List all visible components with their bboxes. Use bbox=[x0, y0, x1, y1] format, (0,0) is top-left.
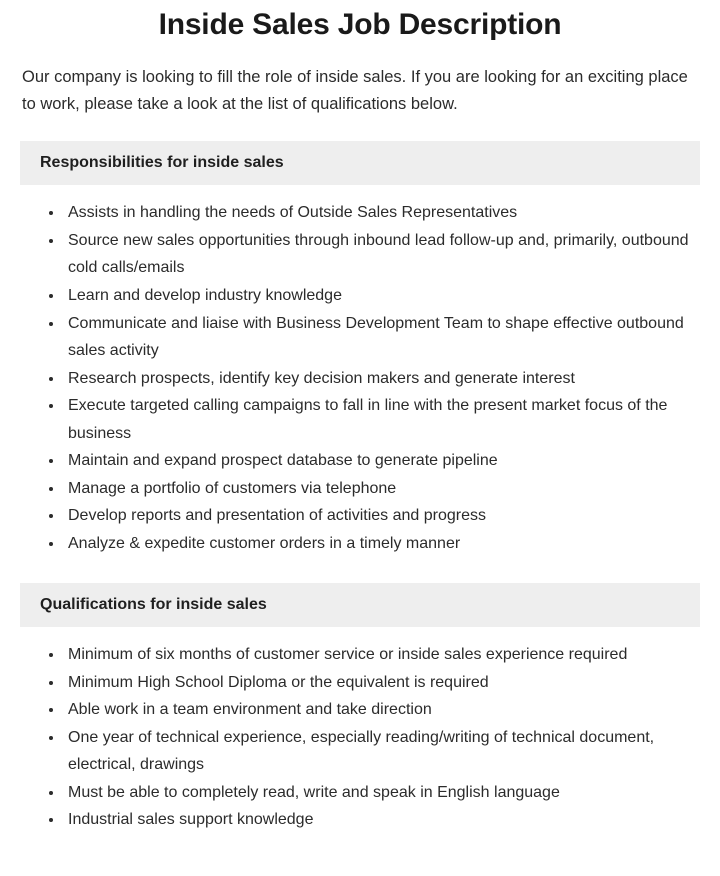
list-item: • Communicate and liaise with Business Development Team to shape effective outbound sales activity bbox=[64, 310, 700, 365]
list-item: • Learn and develop industry knowledge bbox=[64, 282, 700, 310]
list-item: • Maintain and expand prospect database to generate pipeline bbox=[64, 447, 700, 475]
list-item: • Execute targeted calling campaigns to fall in line with the present market focus of the business bbox=[64, 392, 700, 447]
list-item: • Source new sales opportunities through inbound lead follow-up and, primarily, outbound cold calls/emails bbox=[64, 227, 700, 282]
intro-paragraph: Our company is looking to fill the role of inside sales. If you are looking for an exciting place to work, please take a look at the list of qualifications below. bbox=[22, 68, 688, 113]
list-item: • Must be able to completely read, write and speak in English language bbox=[64, 779, 700, 807]
list-item: • Able work in a team environment and take direction bbox=[64, 696, 700, 724]
section-heading-responsibilities: Responsibilities for inside sales bbox=[20, 141, 700, 185]
page-title: Inside Sales Job Description bbox=[158, 8, 562, 41]
list-item: • Assists in handling the needs of Outside Sales Representatives bbox=[64, 199, 700, 227]
section-qualifications bbox=[20, 583, 700, 834]
list-item: • Minimum High School Diploma or the equivalent is required bbox=[64, 669, 700, 697]
section-responsibilities bbox=[20, 141, 700, 557]
list-item: • One year of technical experience, especially reading/writing of technical document, electrical, drawings bbox=[64, 724, 700, 779]
list-item: • Develop reports and presentation of activities and progress bbox=[64, 502, 700, 530]
list-item: • Manage a portfolio of customers via telephone bbox=[64, 475, 700, 503]
list-item: • Minimum of six months of customer service or inside sales experience required bbox=[64, 641, 700, 669]
list-item: • Analyze & expedite customer orders in a timely manner bbox=[64, 530, 700, 558]
qualifications-list bbox=[20, 641, 700, 834]
list-item: • Research prospects, identify key decision makers and generate interest bbox=[64, 365, 700, 393]
section-heading-qualifications: Qualifications for inside sales bbox=[20, 583, 700, 627]
job-description-page bbox=[0, 8, 720, 876]
list-item: • Industrial sales support knowledge bbox=[64, 806, 700, 834]
responsibilities-list bbox=[20, 199, 700, 557]
